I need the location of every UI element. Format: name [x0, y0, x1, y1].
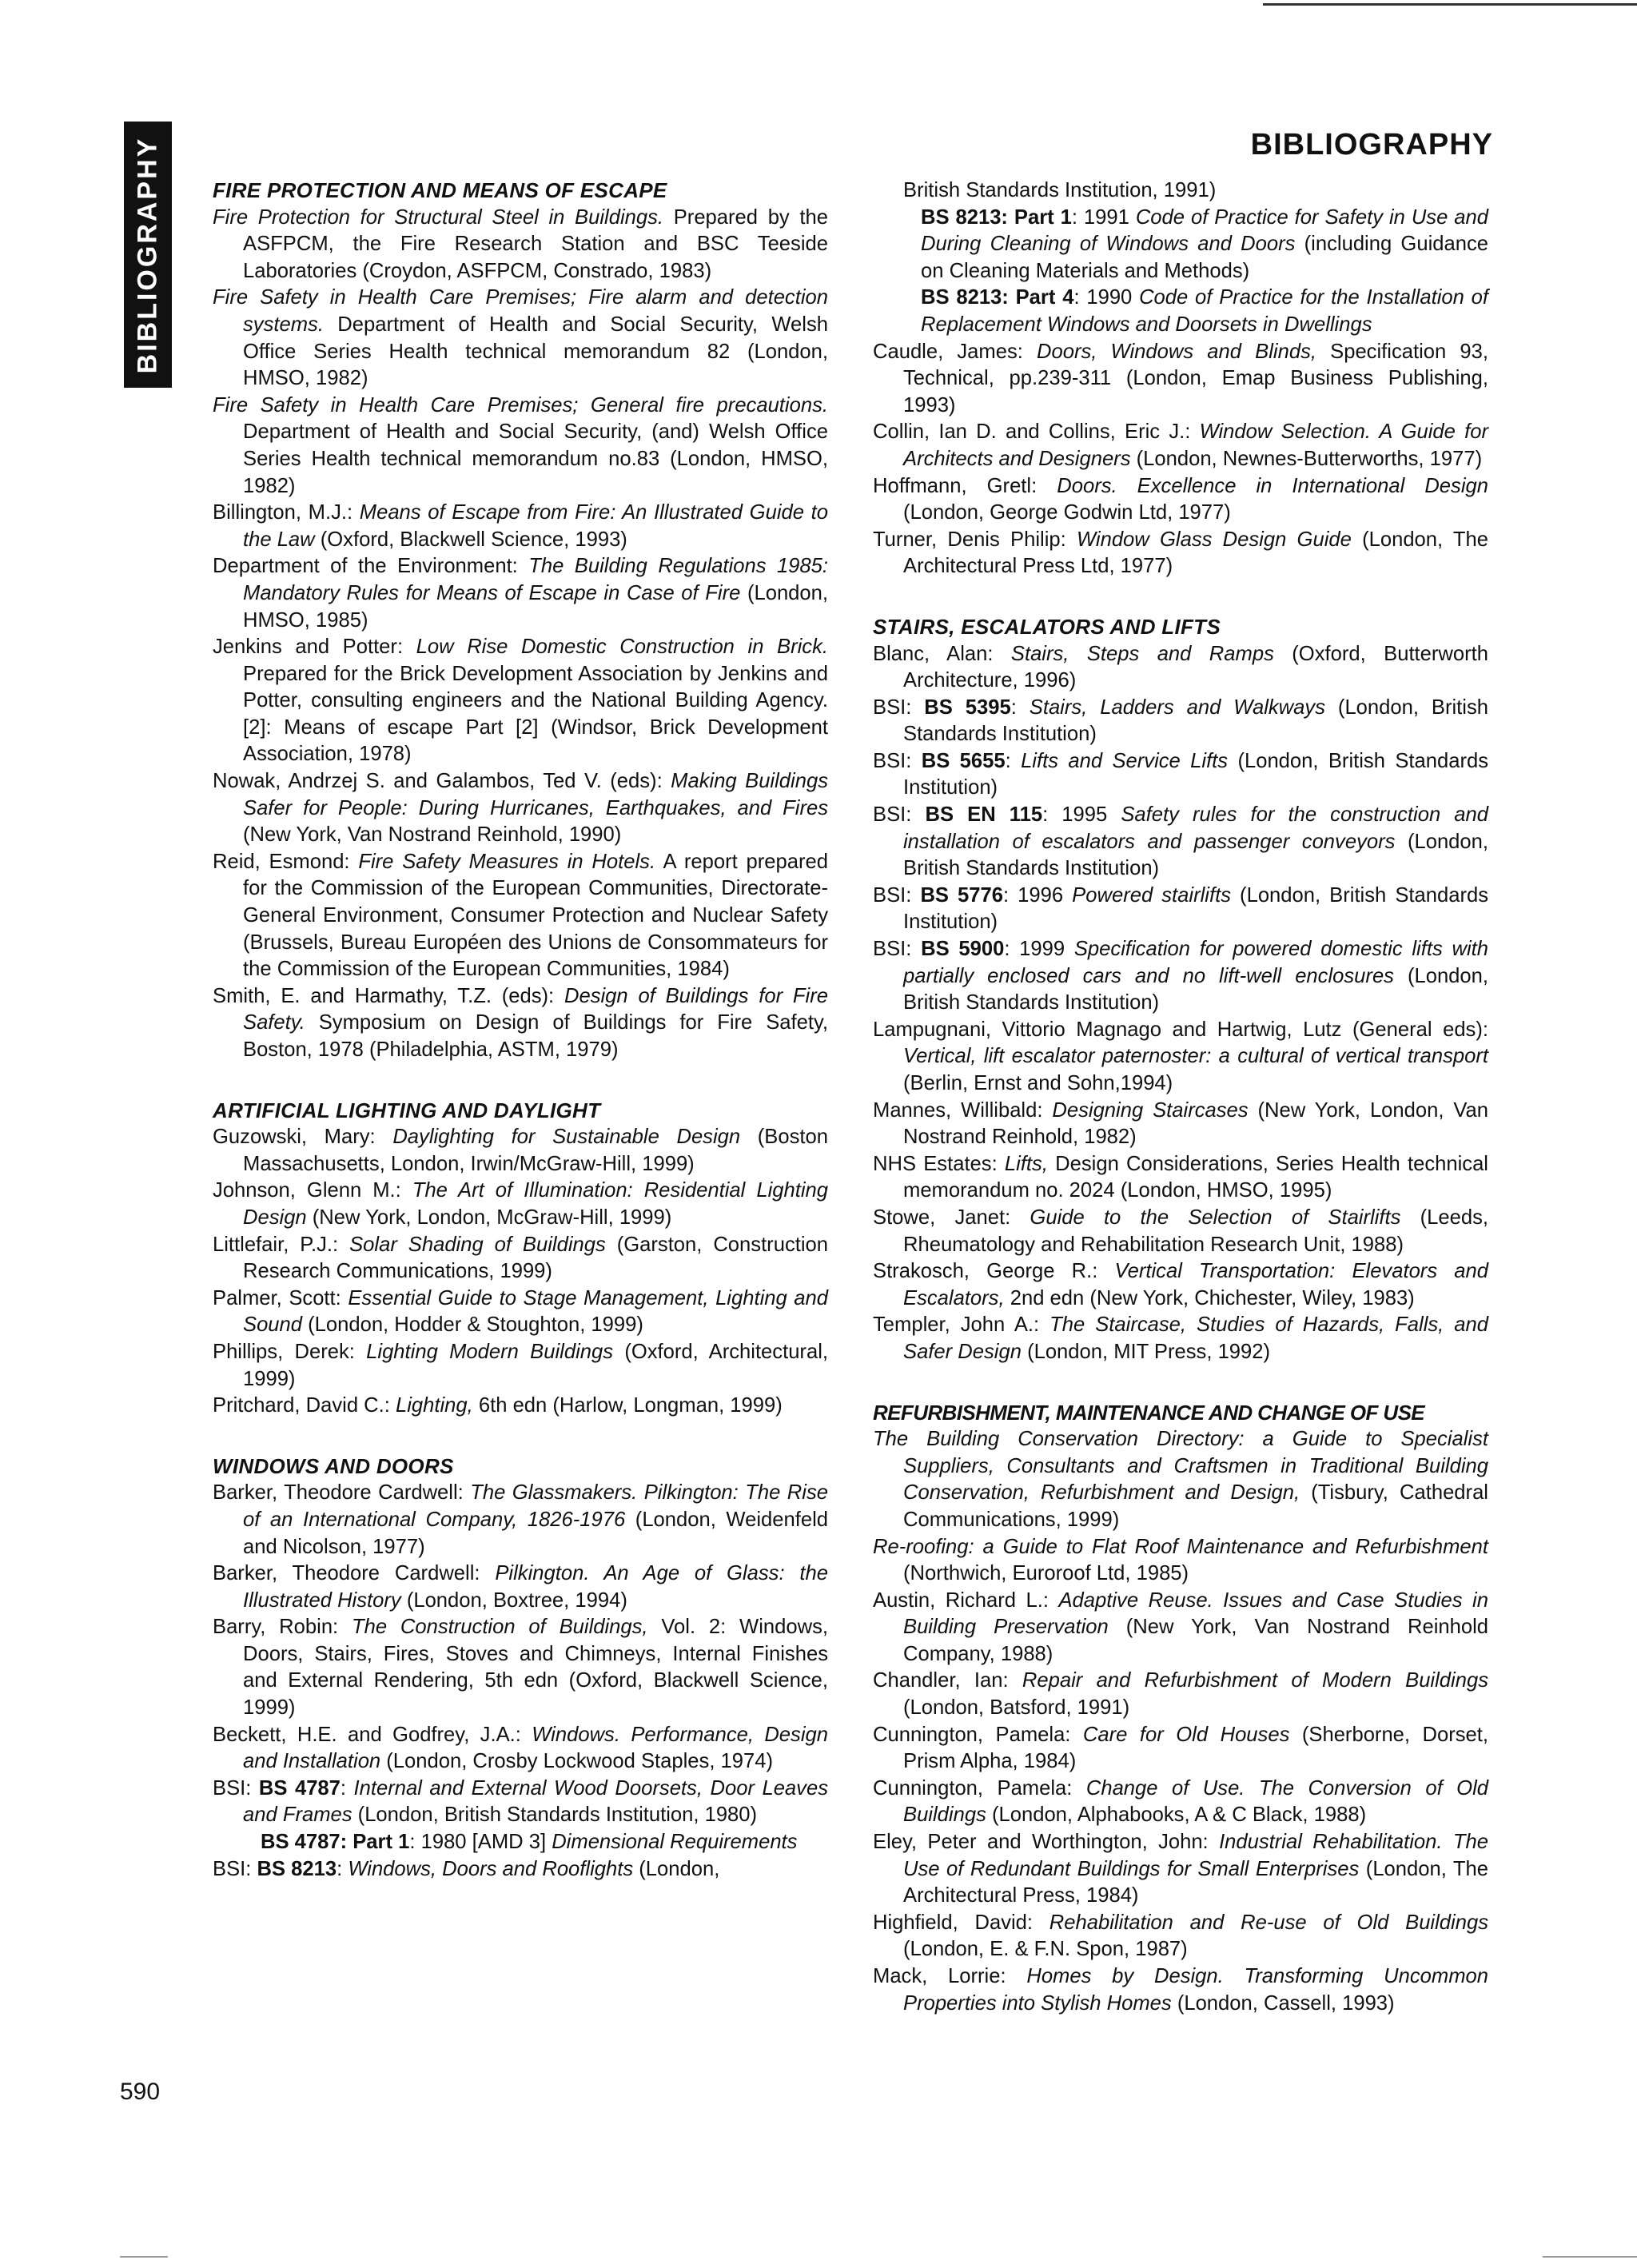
section-title: FIRE PROTECTION AND MEANS OF ESCAPE: [213, 178, 667, 202]
entry-author: Cunnington, Pamela:: [873, 1723, 1083, 1746]
entry-details: (including Guidance on Cleaning Materials and Methods): [921, 233, 1488, 282]
entry-details: (London, Batsford, 1991): [903, 1696, 1130, 1720]
entry-author: Barker, Theodore Cardwell:: [213, 1562, 496, 1585]
bibliography-entry: [213, 1614, 828, 1721]
entry-details: (London, The Architectural Press, 1984): [903, 1857, 1488, 1907]
bibliography-entry: [873, 1098, 1488, 1151]
entry-author: Mack, Lorrie:: [873, 1965, 1027, 1987]
entry-author: Templer, John A.:: [873, 1313, 1050, 1337]
entry-title: Specification for powered domestic lifts with partially enclosed cars and no lift-well enclosures: [903, 938, 1488, 987]
entry-author: Strakosch, George R.:: [873, 1260, 1115, 1283]
entry-details: (Berlin, Ernst and Sohn,1994): [903, 1072, 1173, 1094]
entry-details: (London, British Standards Institution): [903, 964, 1488, 1014]
bibliography-entry: [873, 419, 1488, 472]
entry-title: Stairs, Ladders and Walkways: [1029, 696, 1325, 719]
entry-separator: : 1999: [1004, 938, 1074, 961]
entry-details: Symposium on Design of Buildings for Fire Safety, Boston, 1978 (Philadelphia, ASTM, 1979): [243, 1011, 828, 1061]
entry-title: The Building Conservation Directory: a Guide to Specialist Suppliers, Consultants and Craftsmen in Traditional Building Conservation, Refurbishment and Design,: [873, 1428, 1488, 1505]
bibliography-subentry: [873, 205, 1488, 285]
bibliography-entry: [213, 1178, 828, 1231]
entry-title: Care for Old Houses: [1082, 1723, 1290, 1746]
entry-separator: : 1990: [1073, 286, 1140, 309]
entry-prefix: BSI:: [873, 883, 921, 907]
entry-details: (London, HMSO, 1985): [243, 581, 828, 632]
entry-author: Phillips, Derek:: [213, 1340, 367, 1363]
entry-title: Vertical, lift escalator paternoster: a cultural of vertical transport: [903, 1045, 1488, 1068]
standard-code: BS 8213: [257, 1857, 337, 1880]
section-title: REFURBISHMENT, MAINTENANCE AND CHANGE OF USE: [873, 1400, 1425, 1425]
entry-title: Solar Shading of Buildings: [349, 1233, 606, 1256]
entry-separator: :: [1010, 696, 1030, 719]
entry-separator: :: [1005, 749, 1022, 772]
entry-details: (London, British Standards Institution): [903, 749, 1488, 799]
page-title: BIBLIOGRAPHY: [1250, 128, 1493, 161]
entry-title: Re-roofing: a Guide to Flat Roof Maintenance and Refurbishment: [873, 1535, 1488, 1558]
entry-details: (London, Newnes-Butterworths, 1977): [1130, 447, 1483, 470]
entry-details: Vol. 2: Windows, Doors, Stairs, Fires, Stoves and Chimneys, Internal Finishes and External Rendering, 5th edn (Oxford, Blackwell Science, 1999): [243, 1616, 828, 1720]
entry-title: Adaptive Reuse. Issues and Case Studies in Building Preservation: [903, 1588, 1488, 1639]
entry-title: The Construction of Buildings,: [351, 1616, 648, 1639]
bibliography-entry: [213, 983, 828, 1064]
entry-title: Means of Escape from Fire: An Illustrated Guide to the Law: [243, 501, 828, 551]
entry-title: Fire Safety in Health Care Premises; Fire alarm and detection systems.: [213, 286, 828, 336]
bibliography-entry: [873, 339, 1488, 420]
entry-author: NHS Estates:: [873, 1152, 1005, 1175]
entry-title: Windows, Doors and Rooflights: [348, 1857, 634, 1880]
entry-author: Department of the Environment:: [213, 555, 529, 578]
entry-details: A report prepared for the Commission of the European Communities, Directorate-General Environment, Consumer Protection and Nuclear Safety (Brussels, Bureau Européen des Unions de Consommateurs for the Commission of the European Communities, 1984): [243, 850, 828, 981]
entry-details: (New York, Van Nostrand Reinhold, 1990): [243, 823, 622, 847]
entry-details: (Oxford, Butterworth Architecture, 1996): [903, 642, 1489, 692]
bibliography-entry: [873, 527, 1488, 580]
section-title: WINDOWS AND DOORS: [213, 1453, 454, 1478]
bibliography-entry: [213, 1776, 828, 1829]
bibliography-entry: [873, 1776, 1488, 1829]
entry-title: Window Selection. A Guide for Architects and Designers: [903, 421, 1488, 470]
bibliography-entry: [213, 634, 828, 768]
entry-author: Barry, Robin:: [213, 1616, 352, 1639]
bibliography-entry: [873, 1151, 1488, 1205]
entry-author: Mannes, Willibald:: [873, 1098, 1053, 1122]
entry-author: Austin, Richard L.:: [873, 1588, 1059, 1612]
entry-details: (London, Alphabooks, A & C Black, 1988): [986, 1804, 1367, 1827]
bibliography-entry: [213, 393, 828, 500]
bibliography-entry: [873, 1312, 1488, 1365]
entry-author: Chandler, Ian:: [873, 1669, 1022, 1692]
entry-title: Dimensional Requirements: [552, 1831, 798, 1854]
entry-prefix: BSI:: [873, 749, 922, 772]
entry-title: Powered stairlifts: [1072, 883, 1231, 907]
entry-title: Doors, Windows and Blinds,: [1037, 340, 1316, 363]
entry-details: (London,: [633, 1857, 720, 1880]
entry-title: Lighting,: [396, 1394, 473, 1417]
section-title: ARTIFICIAL LIGHTING AND DAYLIGHT: [213, 1098, 601, 1122]
entry-list: [213, 1124, 828, 1420]
side-tab-label: BIBLIOGRAPHY: [132, 136, 163, 373]
bibliography-entry: [873, 1963, 1488, 2017]
page-number: 590: [120, 2079, 161, 2105]
entry-separator: :: [337, 1857, 349, 1880]
entry-author: Jenkins and Potter:: [213, 636, 416, 659]
entry-title: Window Glass Design Guide: [1076, 528, 1352, 551]
bibliography-entry: [873, 1258, 1488, 1312]
entry-details: (London, The Architectural Press Ltd, 1977): [903, 528, 1488, 578]
entry-author: Guzowski, Mary:: [213, 1126, 393, 1149]
entry-details: (Northwich, Euroroof Ltd, 1985): [903, 1562, 1189, 1585]
entry-details: (Leeds, Rheumatology and Rehabilitation Research Unit, 1988): [903, 1206, 1489, 1256]
bibliography-entry: [213, 1393, 828, 1420]
standard-code: BS EN 115: [925, 803, 1043, 827]
bibliography-entry: [213, 500, 828, 553]
entry-details: Prepared for the Brick Development Association by Jenkins and Potter, consulting engineers and the National Building Agency. [2]: Means of escape Part [2] (Windsor, Brick Development Association, 1978): [243, 662, 828, 766]
entry-title: Vertical Transportation: Elevators and Escalators,: [903, 1260, 1488, 1309]
section-lighting: [213, 1098, 828, 1420]
bibliography-entry: [213, 1480, 828, 1560]
bibliography-entry: [213, 1856, 828, 1883]
entry-details: (London, MIT Press, 1992): [1021, 1340, 1271, 1363]
section-fire-protection: [213, 177, 828, 1064]
entry-author: Littlefair, P.J.:: [213, 1233, 350, 1256]
bibliography-entry: [213, 553, 828, 634]
entry-details: (London, E. & F.N. Spon, 1987): [903, 1938, 1188, 1961]
bibliography-entry: [873, 802, 1488, 883]
entry-details: (London, Crosby Lockwood Staples, 1974): [380, 1750, 774, 1773]
entry-details: (Boston Massachusetts, London, Irwin/McGraw-Hill, 1999): [243, 1126, 828, 1175]
standard-code: BS 8213: Part 1: [921, 205, 1072, 229]
entry-prefix: BSI:: [873, 696, 925, 719]
entry-details: (London, George Godwin Ltd, 1977): [903, 501, 1231, 524]
entry-title: Low Rise Domestic Construction in Brick.: [416, 636, 828, 659]
entry-author: Caudle, James:: [873, 340, 1038, 363]
entry-author: Smith, E. and Harmathy, T.Z. (eds):: [213, 984, 564, 1007]
entry-title: Lighting Modern Buildings: [366, 1340, 614, 1363]
entry-author: Reid, Esmond:: [213, 850, 359, 873]
bibliography-subentry: [873, 285, 1488, 338]
entry-details: (London, British Standards Institution): [903, 883, 1488, 934]
bibliography-entry: [873, 1205, 1488, 1258]
bibliography-entry: [873, 1829, 1488, 1910]
standard-code: BS 5900: [921, 938, 1005, 961]
section-refurbishment: [873, 1400, 1488, 2018]
entry-author: Pritchard, David C.:: [213, 1394, 396, 1417]
entry-title: Lifts and Service Lifts: [1021, 749, 1229, 772]
entry-title: Windows. Performance, Design and Installation: [243, 1723, 828, 1773]
entry-details: Department of Health and Social Security, (and) Welsh Office Series Health technical memorandum no.83 (London, HMSO, 1982): [243, 421, 828, 497]
standard-code: BS 5655: [921, 749, 1006, 772]
entry-title: Safety rules for the construction and installation of escalators and passenger conveyors: [903, 803, 1488, 853]
bibliography-entry: [873, 883, 1488, 936]
entry-author: Lampugnani, Vittorio Magnago and Hartwig, Lutz (General eds):: [873, 1018, 1488, 1041]
entry-details: (London, Cassell, 1993): [1171, 1991, 1395, 2015]
bibliography-entry: [873, 936, 1488, 1017]
entry-title: Code of Practice for the Installation of Replacement Windows and Doorsets in Dwellings: [921, 286, 1488, 336]
entry-separator: : 1980 [AMD 3]: [409, 1831, 552, 1854]
section-title: STAIRS, ESCALATORS AND LIFTS: [873, 614, 1221, 639]
entry-details: (New York, Van Nostrand Reinhold Company, 1988): [903, 1616, 1488, 1665]
entry-author: Nowak, Andrzej S. and Galambos, Ted V. (eds):: [213, 770, 671, 793]
entry-prefix: BSI:: [873, 803, 926, 827]
bibliography-entry: [213, 1124, 828, 1178]
entry-list: [213, 1480, 828, 1776]
entry-title: Fire Safety Measures in Hotels.: [358, 850, 656, 873]
entry-author: Beckett, H.E. and Godfrey, J.A.:: [213, 1723, 532, 1746]
entry-details: (New York, London, Van Nostrand Reinhold, 1982): [903, 1098, 1488, 1149]
entry-title: Fire Safety in Health Care Premises; General fire precautions.: [213, 393, 828, 417]
entry-details: (London, British Standards Institution): [903, 830, 1488, 880]
standard-code: BS 8213: Part 4: [921, 286, 1074, 309]
bibliography-entry: [213, 285, 828, 392]
bibliography-entry: [213, 205, 828, 285]
entry-list: [213, 205, 828, 1064]
entry-list: [873, 1017, 1488, 1366]
entry-title: Internal and External Wood Doorsets, Door Leaves and Frames: [243, 1776, 828, 1827]
entry-details: (New York, London, McGraw-Hill, 1999): [306, 1206, 672, 1229]
entry-title: Change of Use. The Conversion of Old Buildings: [903, 1776, 1488, 1827]
right-column: [873, 177, 1488, 2051]
entry-author: Highfield, David:: [873, 1911, 1050, 1934]
entry-details: Department of Health and Social Security, Welsh Office Series Health technical memorandum 82 (London, HMSO, 1982): [243, 313, 828, 390]
entry-title: Guide to the Selection of Stairlifts: [1030, 1206, 1401, 1229]
bottom-rule: [120, 2256, 168, 2258]
entry-prefix: BSI:: [213, 1776, 259, 1800]
bibliography-entry: [213, 1722, 828, 1776]
entry-details: (Tisbury, Cathedral Communications, 1999): [903, 1481, 1488, 1531]
entry-list: [873, 1426, 1488, 2017]
entry-title: Repair and Refurbishment of Modern Buildings: [1022, 1669, 1488, 1692]
entry-list: [873, 339, 1488, 580]
standard-code: BS 5776: [920, 883, 1003, 907]
entry-title: Rehabilitation and Re-use of Old Buildings: [1049, 1911, 1488, 1934]
entry-details: (London, British Standards Institution, 1980): [352, 1804, 758, 1827]
entry-title: Homes by Design. Transforming Uncommon Properties into Stylish Homes: [903, 1965, 1488, 2015]
bibliography-entry: [873, 1588, 1488, 1668]
bibliography-entry: [213, 768, 828, 849]
entry-details: 6th edn (Harlow, Longman, 1999): [472, 1394, 783, 1417]
entry-details: (Garston, Construction Research Communications, 1999): [243, 1233, 829, 1283]
bibliography-subentry: [213, 1829, 828, 1856]
entry-details: (London, British Standards Institution): [903, 696, 1488, 746]
entry-title: Daylighting for Sustainable Design: [392, 1126, 741, 1149]
entry-prefix: BSI:: [213, 1857, 257, 1880]
entry-separator: : 1996: [1003, 883, 1073, 907]
side-tab: [124, 122, 172, 388]
entry-author: Johnson, Glenn M.:: [213, 1179, 412, 1202]
entry-details: (London, Boxtree, 1994): [400, 1588, 627, 1612]
entry-author: Collin, Ian D. and Collins, Eric J.:: [873, 421, 1200, 444]
bibliography-entry: [213, 1560, 828, 1614]
entry-details: Prepared by the ASFPCM, the Fire Research Station and BSC Teeside Laboratories (Croydon, ASFPCM, Constrado, 1983): [243, 205, 828, 282]
continued-line: British Standards Institution, 1991): [903, 179, 1217, 201]
entry-title: The Staircase, Studies of Hazards, Falls, and Safer Design: [903, 1313, 1488, 1363]
entry-separator: :: [340, 1776, 354, 1800]
bibliography-entry: [873, 473, 1488, 527]
standard-code: BS 4787: Part 1: [261, 1831, 410, 1854]
bibliography-entry: [873, 1668, 1488, 1721]
bibliography-entry: [213, 1285, 828, 1339]
entry-separator: : 1991: [1071, 205, 1136, 229]
entry-title: Fire Protection for Structural Steel in Buildings.: [213, 205, 664, 229]
bibliography-entry: [873, 1722, 1488, 1776]
entry-title: Code of Practice for Safety in Use and During Cleaning of Windows and Doors: [921, 205, 1488, 256]
bottom-rule: [1543, 2256, 1637, 2258]
entry-details: (Oxford, Architectural, 1999): [243, 1340, 828, 1390]
section-stairs: [873, 614, 1488, 1366]
entry-title: Stairs, Steps and Ramps: [1010, 642, 1274, 665]
left-column: [213, 177, 828, 1916]
bibliography-entry: [873, 1534, 1488, 1588]
bibliography-entry: [873, 641, 1488, 695]
bibliography-entry: [873, 1910, 1488, 1963]
entry-details: 2nd edn (New York, Chichester, Wiley, 1983): [1004, 1286, 1415, 1309]
top-rule: [1263, 3, 1637, 6]
entry-author: Stowe, Janet:: [873, 1206, 1030, 1229]
entry-details: (Oxford, Blackwell Science, 1993): [314, 528, 627, 551]
bibliography-entry: [873, 1426, 1488, 1533]
bibliography-entry: [213, 1339, 828, 1393]
entry-title: The Glassmakers. Pilkington: The Rise of an International Company, 1826-1976: [243, 1481, 828, 1531]
entry-details: Specification 93, Technical, pp.239-311 (London, Emap Business Publishing, 1993): [903, 340, 1488, 417]
bibliography-entry: [873, 748, 1488, 802]
entry-author: Barker, Theodore Cardwell:: [213, 1481, 471, 1505]
entry-title: The Art of Illumination: Residential Lighting Design: [243, 1179, 829, 1229]
entry-title: Essential Guide to Stage Management, Lighting and Sound: [243, 1286, 828, 1337]
entry-separator: : 1995: [1042, 803, 1121, 827]
entry-title: Designing Staircases: [1052, 1098, 1249, 1122]
standard-code: BS 4787: [258, 1776, 341, 1800]
entry-author: Billington, M.J.:: [213, 501, 360, 524]
entry-details: Design Considerations, Series Health technical memorandum no. 2024 (London, HMSO, 1995): [903, 1152, 1488, 1202]
entry-title: Lifts,: [1004, 1152, 1048, 1175]
entry-details: (Sherborne, Dorset, Prism Alpha, 1984): [903, 1723, 1489, 1773]
entry-author: Palmer, Scott:: [213, 1286, 349, 1309]
standards-list: [873, 695, 1488, 1017]
entry-title: Making Buildings Safer for People: During Hurricanes, Earthquakes, and Fires: [243, 770, 828, 819]
entry-title: Doors. Excellence in International Design: [1057, 474, 1488, 497]
standard-code: BS 5395: [924, 696, 1011, 719]
section-windows-doors-continued: [873, 177, 1488, 580]
entry-prefix: BSI:: [873, 938, 922, 961]
bibliography-entry: [213, 849, 828, 983]
entry-details: (London, Hodder & Stoughton, 1999): [302, 1313, 643, 1337]
bibliography-entry: [213, 1232, 828, 1285]
entry-author: Hoffmann, Gretl:: [873, 474, 1057, 497]
entry-title: Pilkington. An Age of Glass: the Illustrated History: [243, 1562, 828, 1612]
bibliography-entry: [873, 1017, 1488, 1098]
entry-title: Design of Buildings for Fire Safety.: [243, 984, 829, 1034]
entry-title: The Building Regulations 1985: Mandatory Rules for Means of Escape in Case of Fire: [243, 555, 828, 604]
section-windows-doors: [213, 1453, 828, 1883]
entry-author: Cunnington, Pamela:: [873, 1776, 1086, 1800]
entry-author: Eley, Peter and Worthington, John:: [873, 1831, 1220, 1854]
entry-author: Blanc, Alan:: [873, 642, 1011, 665]
entry-author: Turner, Denis Philip:: [873, 528, 1077, 551]
entry-title: Industrial Rehabilitation. The Use of Redundant Buildings for Small Enterprises: [903, 1831, 1488, 1880]
entry-details: (London, Weidenfeld and Nicolson, 1977): [243, 1508, 829, 1558]
bibliography-entry: [873, 695, 1488, 748]
